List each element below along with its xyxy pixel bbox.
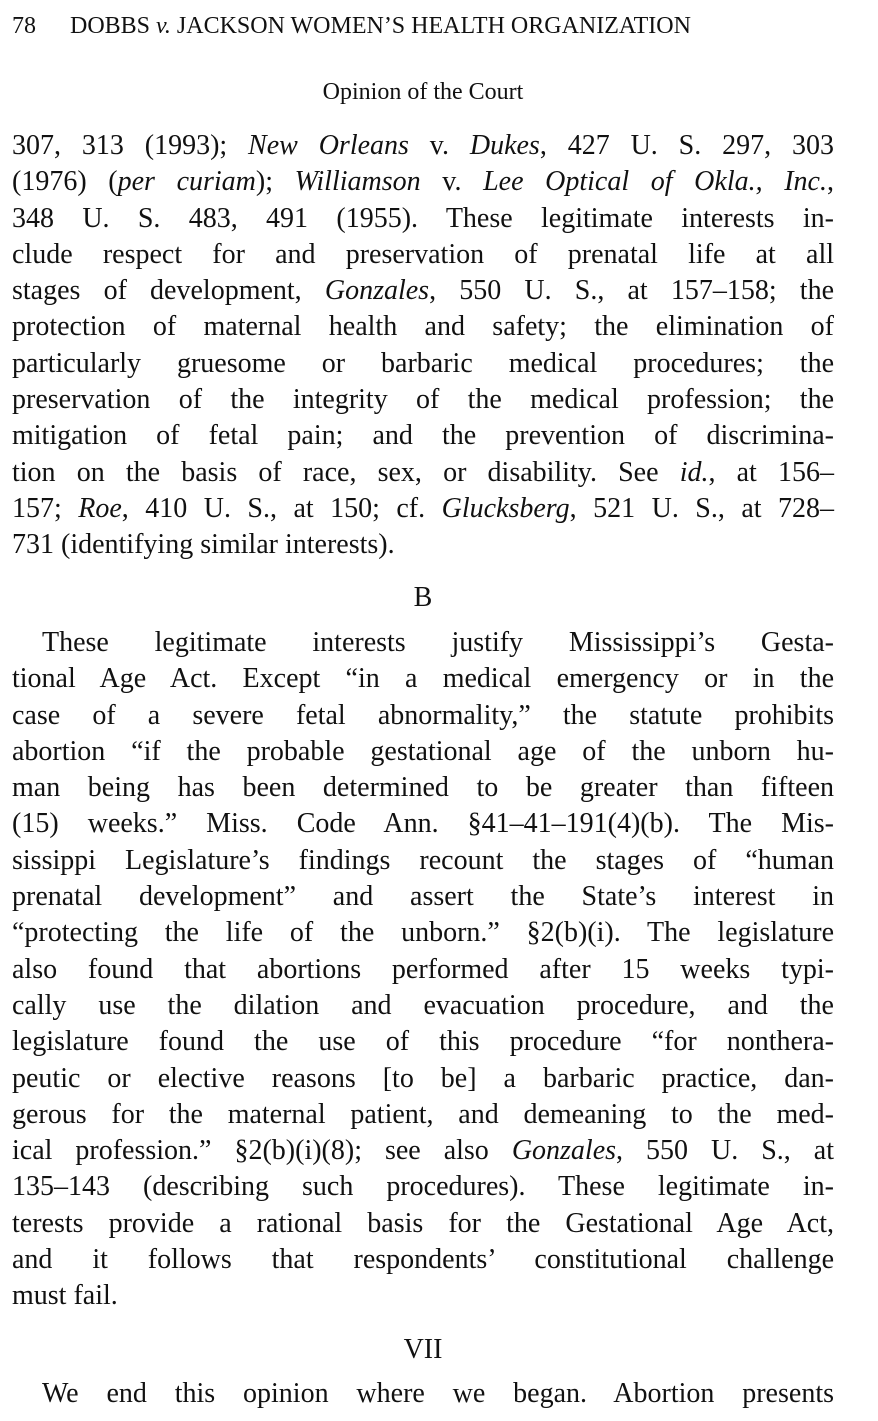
text-line: also found that abortions performed after 15 weeks typi- (12, 953, 834, 985)
text-line: mitigation of fetal pain; and the prevention of discrimina- (12, 420, 834, 452)
running-head (12, 10, 842, 42)
text-line: tional Age Act. Except “in a medical emergency or in the (12, 663, 834, 695)
text-line: (1976) (per curiam); Williamson v. Lee Optical of Okla., Inc., (12, 166, 834, 198)
text-line: (15) weeks.” Miss. Code Ann. §41–41–191(4)(b). The Mis- (12, 808, 834, 840)
text-line: particularly gruesome or barbaric medical procedures; the (12, 347, 834, 379)
text-line: 731 (identifying similar interests). (12, 529, 395, 561)
text-line: 157; Roe, 410 U. S., at 150; cf. Glucksberg, 521 U. S., at 728– (12, 492, 835, 524)
text-line: 307, 313 (1993); New Orleans v. Dukes, 427 U. S. 297, 303 (12, 130, 834, 161)
text-line: These legitimate interests justify Mississippi’s Gesta- (42, 627, 834, 658)
text-line: case of a severe fetal abnormality,” the statute prohibits (12, 699, 834, 731)
text-line: clude respect for and preservation of prenatal life at all (12, 238, 834, 270)
section-heading-vii: VII (403, 1334, 443, 1365)
text-line: tion on the basis of race, sex, or disability. See id., at 156– (12, 456, 834, 488)
text-line: cally use the dilation and evacuation procedure, and the (12, 989, 834, 1021)
opinion-subtitle: Opinion of the Court (322, 79, 524, 105)
text-line: peutic or elective reasons [to be] a barbaric practice, dan- (12, 1062, 834, 1094)
text-line: 135–143 (describing such procedures). These legitimate in- (12, 1171, 834, 1203)
section-heading-b: B (413, 582, 433, 613)
text-line: and it follows that respondents’ constitutional challenge (12, 1244, 834, 1276)
text-line: protection of maternal health and safety; the elimination of (12, 311, 834, 343)
paragraph-interests (12, 128, 834, 564)
text-line: sissippi Legislature’s findings recount the stages of “human (12, 844, 834, 876)
case-title: DOBBS v. JACKSON WOMEN’S HEALTH ORGANIZATION (70, 13, 691, 39)
page-number: 78 (12, 13, 36, 39)
text-line: prenatal development” and assert the State’s interest in (12, 881, 834, 913)
paragraph-conclusion (12, 1376, 834, 1412)
text-line: terests provide a rational basis for the Gestational Age Act, (12, 1207, 834, 1239)
text-line: “protecting the life of the unborn.” §2(b)(i). The legislature (12, 917, 834, 949)
text-line: 348 U. S. 483, 491 (1955). These legitimate interests in- (12, 202, 834, 234)
text-line: We end this opinion where we began. Abortion presents (42, 1378, 834, 1409)
paragraph-gestational-age-act (12, 625, 834, 1315)
text-line: preservation of the integrity of the medical profession; the (12, 384, 834, 416)
text-line: man being has been determined to be greater than fifteen (12, 772, 834, 804)
text-line: gerous for the maternal patient, and demeaning to the med- (12, 1098, 834, 1130)
text-line: must fail. (12, 1280, 118, 1312)
text-line: stages of development, Gonzales, 550 U. S., at 157–158; the (12, 275, 834, 307)
text-line: abortion “if the probable gestational age of the unborn hu- (12, 735, 834, 767)
text-line: legislature found the use of this procedure “for nonthera- (12, 1026, 834, 1058)
text-line: ical profession.” §2(b)(i)(8); see also Gonzales, 550 U. S., at (12, 1135, 835, 1167)
